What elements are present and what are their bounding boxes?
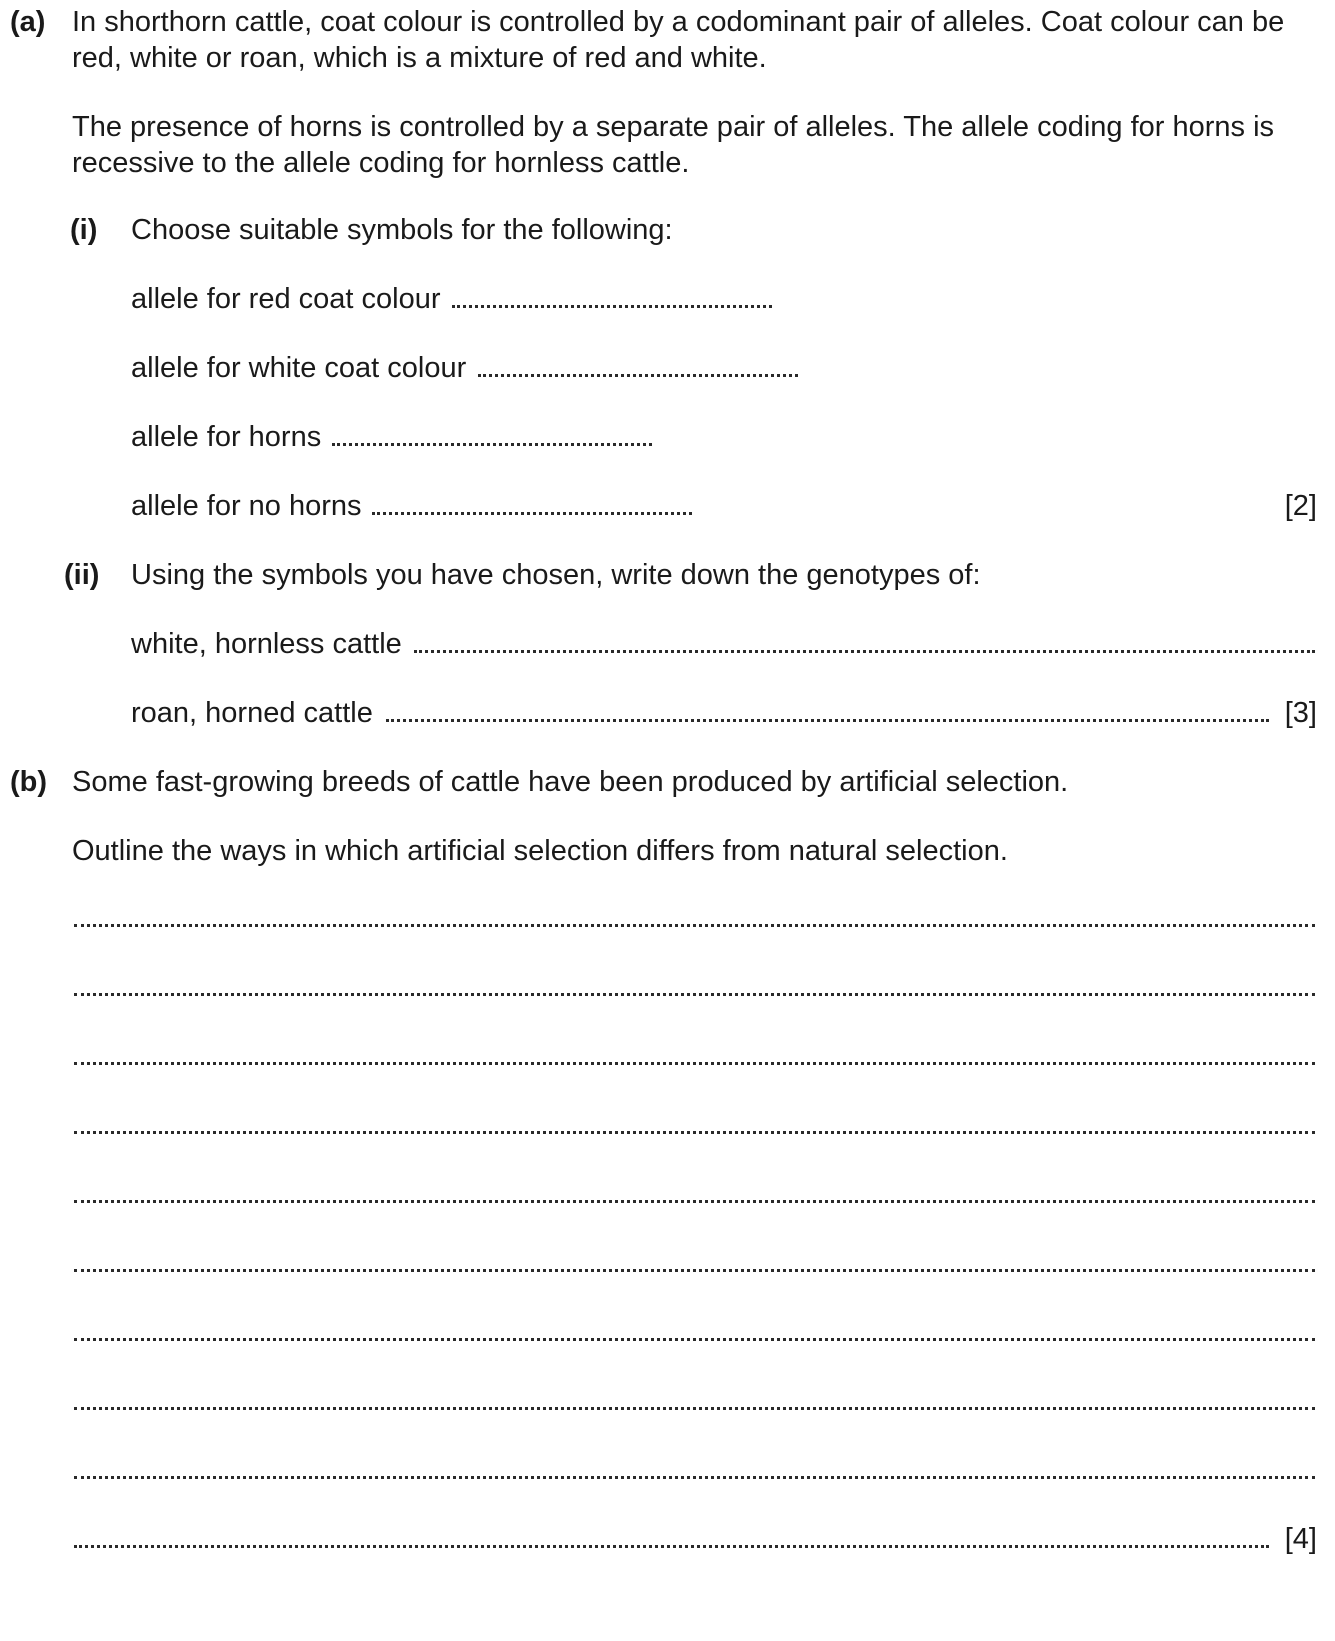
red-allele-answer-line[interactable] (452, 305, 772, 308)
part-b-text-2: Outline the ways in which artificial selection differs from natural selection. (72, 835, 1008, 867)
answer-line[interactable] (74, 1338, 1315, 1341)
roan-horned-answer-line[interactable] (386, 719, 1269, 722)
white-allele-label: allele for white coat colour (131, 352, 467, 384)
part-a-intro-2: The presence of horns is controlled by a separate pair of alleles. The allele coding for horns is recessive to the allele coding for hornless cattle. (72, 111, 1275, 179)
answer-line[interactable] (74, 993, 1315, 996)
answer-line-last[interactable] (74, 1545, 1269, 1548)
horns-allele-answer-line[interactable] (332, 443, 652, 446)
part-b-marks: [4] (1284, 1523, 1317, 1555)
sub-ii-marks: [3] (1284, 697, 1317, 729)
answer-line[interactable] (74, 1062, 1315, 1065)
part-b-text-1: Some fast-growing breeds of cattle have been produced by artificial selection. (72, 766, 1069, 798)
sub-i-label: (i) (70, 214, 98, 246)
horns-allele-label: allele for horns (131, 421, 322, 453)
part-a-label: (a) (10, 6, 46, 38)
roan-horned-label: roan, horned cattle (131, 697, 373, 729)
white-hornless-label: white, hornless cattle (131, 628, 402, 660)
part-b-label: (b) (10, 766, 48, 798)
answer-line[interactable] (74, 1131, 1315, 1134)
answer-line[interactable] (74, 1200, 1315, 1203)
red-allele-label: allele for red coat colour (131, 283, 441, 315)
answer-line[interactable] (74, 1476, 1315, 1479)
sub-i-prompt: Choose suitable symbols for the following: (131, 214, 673, 246)
no-horns-allele-answer-line[interactable] (372, 512, 692, 515)
part-a-intro-1: In shorthorn cattle, coat colour is controlled by a codominant pair of alleles. Coat colour can be red, white or roan, which is a mixture of red and white. (72, 6, 1285, 74)
white-allele-answer-line[interactable] (478, 374, 798, 377)
no-horns-allele-label: allele for no horns (131, 490, 362, 522)
answer-line[interactable] (74, 924, 1315, 927)
answer-line[interactable] (74, 1407, 1315, 1410)
sub-ii-label: (ii) (64, 559, 100, 591)
white-hornless-answer-line[interactable] (414, 650, 1315, 653)
sub-i-marks: [2] (1284, 490, 1317, 522)
sub-ii-prompt: Using the symbols you have chosen, write down the genotypes of: (131, 559, 981, 591)
answer-line[interactable] (74, 1269, 1315, 1272)
